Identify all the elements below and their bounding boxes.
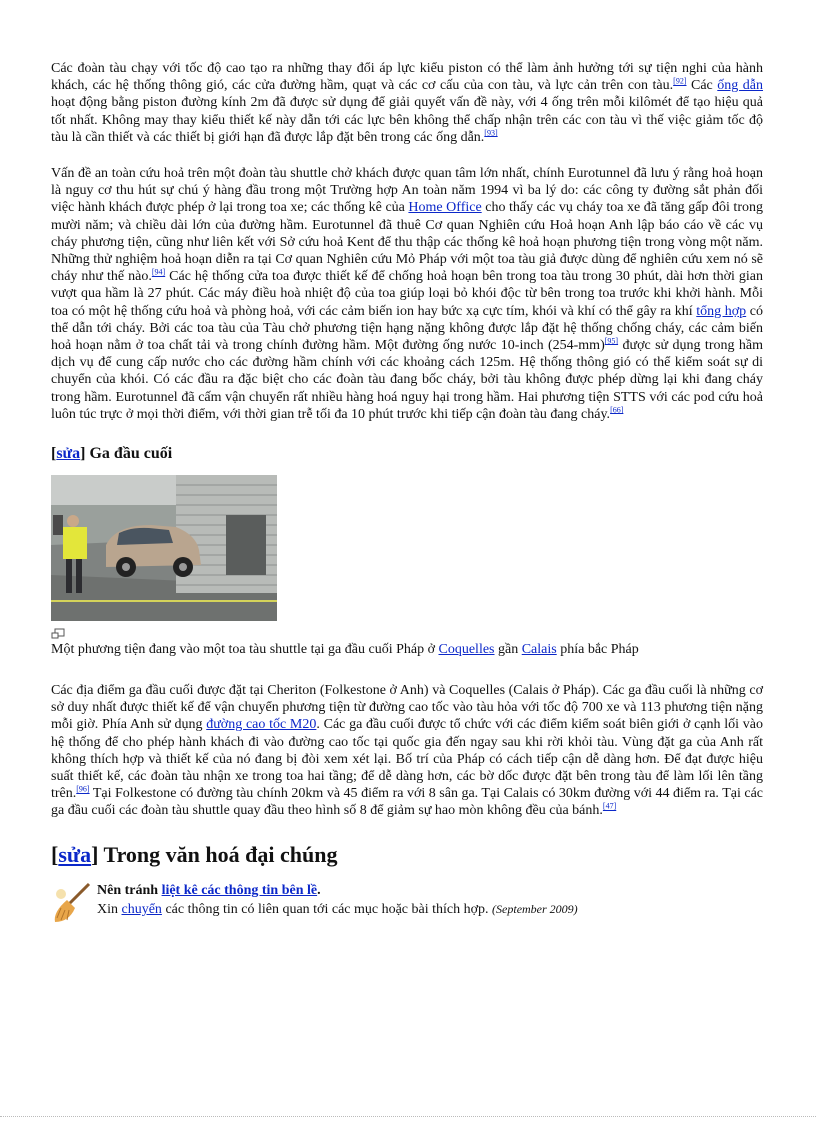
section-heading-popular-culture: [sửa] Trong văn hoá đại chúng [51,841,338,867]
citation[interactable]: [66] [610,405,624,415]
edit-link[interactable]: sửa [58,841,92,867]
link-coquelles[interactable]: Coquelles [438,642,495,658]
link-m20[interactable]: đường cao tốc M20 [206,717,317,733]
paragraph-terminals: Các địa điểm ga đầu cuối được đặt tại Cheriton (Folkestone ở Anh) và Coquelles (Calais ở Pháp). Các ga đầu cuối là những cơ sở duy nhất được thiết kế để vận chuyển phương tiện từ đường cao tốc vào tàu hỏa với tốc độ 700 xe và 113 phương tiện nặng mỗi giờ. Phía Anh sử dụng đường cao tốc M20. Các ga đầu cuối được tổ chức với các điểm kiểm soát biên giới ở cạnh lối vào hệ thống để cho phép hành khách đi vào đường cao tốc tại quốc gia đến ngay sau khi rời khỏi tàu. Vùng đặt ga của Anh rất không thích hợp và thiết kế của nó đang bị đòi xem xét lại. Bố trí của Pháp có cách tiếp cận dễ dàng hơn. Để đạt được hiệu suất thiết kế, các đoàn tàu nhận xe trong toa hai tầng; để dễ dàng hơn, các bờ dốc được đặt bên trong tàu để làm lối lên tầng trên.[96] Tại Folkestone có đường tàu chính 20km và 45 điểm ra với 8 sân ga. Tại Calais có 30km đường với 44 điểm ra. Tại các ga đầu cuối các đoàn tàu shuttle quay đầu theo hình số 8 để giảm sự hao mòn không đều của bánh.[47] [51,683,763,819]
citation[interactable]: [95] [604,336,619,346]
link-home-office[interactable]: Home Office [408,200,482,216]
notice-title: Nên tránh liệt kê các thông tin bên lề. [97,882,321,898]
link-move[interactable]: chuyển [121,901,162,917]
notice-date: (September 2009) [492,901,578,916]
page-divider [0,1116,816,1117]
magnify-icon[interactable] [51,627,65,639]
terminal-photo[interactable] [51,475,277,621]
link-ong-dan[interactable]: ống dẫn [717,78,764,94]
citation[interactable]: [96] [76,784,90,794]
paragraph-fire-safety: Vấn đề an toàn cứu hoả trên một đoàn tàu shuttle chở khách được quan tâm lớn nhất, chính Eurotunnel đã lưu ý rằng hoả hoạn là nguy cơ thu hút sự chú ý hàng đầu trong một Trường hợp An toàn năm 1994 vì ba lý do: các công ty đường sắt phản đối việc hành khách được phép ở lại trong toa xe; các thống kê của Home Office cho thấy các vụ cháy toa xe đã tăng gấp đôi trong mười năm; và chiều dài lớn của đường hầm. Eurotunnel đã thuê Cơ quan Nghiên cứu Hoả hoạn Anh lập báo cáo về các vụ cháy phương tiện, cũng như liên kết với Sở cứu hoả Kent để thu thập các thống kê hoả hoạn phương tiện trong vòng một năm. Những thử nghiệm hoả hoạn diễn ra tại Cơ quan Nghiên cứu Mỏ Pháp với một toa tàu giả được dùng để nghiên cứu xem nó sẽ cháy như thế nào.[94] Các hệ thống cửa toa được thiết kế để chống hoả hoạn bên trong toa tàu trong 30 phút, dài hơn thời gian vượt qua hầm là 27 phút. Các máy điều hoà nhiệt độ của toa giúp loại bỏ khói độc từ bên trong toa trước khi khởi hành. Mỗi toa có một hệ thống cứu hoả và phòng hoả, với các cảm biến ion hay bức xạ cực tím, khói và khí có thể gây ra khí tổng hợp có thể dẫn tới cháy. Bởi các toa tàu của Tàu chở phương tiện hạng nặng không được lắp đặt hệ thống chống cháy, các cảm biến hoả hoạn nằm ở toa chất tải và trong chính đường hầm. Một đường ống nước 10-inch (254-mm)[95] được sử dụng trong hầm dịch vụ để cung cấp nước cho các đường hầm chính với các khoảng cách 125m. Hệ thống thông gió có thể kiểm soát sự di chuyển của khói. Có các đầu ra đặc biệt cho các đoàn tàu đang bốc cháy, bởi tàu không được phép dừng lại khi đang cháy trong hầm. Eurotunnel đã cấm vận chuyển rất nhiều hàng hoá nguy hại trong hầm. Hai phương tiện STTS với các pod cứu hoả luôn túc trực ở mọi thời điểm, với thời gian trễ tối đa 10 phút trước khi tiếp cận đoàn tàu đang cháy.[66] [51,166,763,422]
link-trivia-guideline[interactable]: liệt kê các thông tin bên lề [161,882,318,898]
edit-link[interactable]: sửa [56,445,81,463]
notice-body: Xin chuyển các thông tin có liên quan tới các mục hoặc bài thích hợp. (September 2009) [97,901,578,917]
citation[interactable]: [47] [602,801,617,811]
link-calais[interactable]: Calais [521,642,557,658]
citation[interactable]: [94] [151,267,166,277]
trivia-notice [51,882,763,924]
citation[interactable]: [92] [673,76,687,86]
broom-icon [51,882,93,924]
section-heading-terminals: [sửa] Ga đầu cuối [51,445,173,463]
link-tong-hop[interactable]: tổng hợp [696,303,747,319]
paragraph-pressure: Các đoàn tàu chạy với tốc độ cao tạo ra những thay đổi áp lực kiểu piston có thể làm ảnh hưởng tới sự tiện nghi của hành khách, các hệ thống thông gió, các cửa đường hầm, quạt và các cơ cấu của con tàu, và lực cản trên con tàu.[92] Các ống dẫn hoạt động bằng piston đường kính 2m đã được sử dụng để giải quyết vấn đề này, với 4 ống trên mỗi kilômét để tạo hiệu quả tốt nhất. Không may thay kiểu thiết kế này dẫn tới các lực bên không thể chấp nhận trên các con tàu vì thế việc giảm tốc độ tàu là cần thiết và các thiết bị giới hạn đã được lắp đặt bên trong các ống dẫn.[93] [51,61,764,145]
photo-caption: Một phương tiện đang vào một toa tàu shuttle tại ga đầu cuối Pháp ở Coquelles gần Calais phía bắc Pháp [51,642,639,658]
citation[interactable]: [93] [484,128,498,138]
article-body [51,60,763,924]
